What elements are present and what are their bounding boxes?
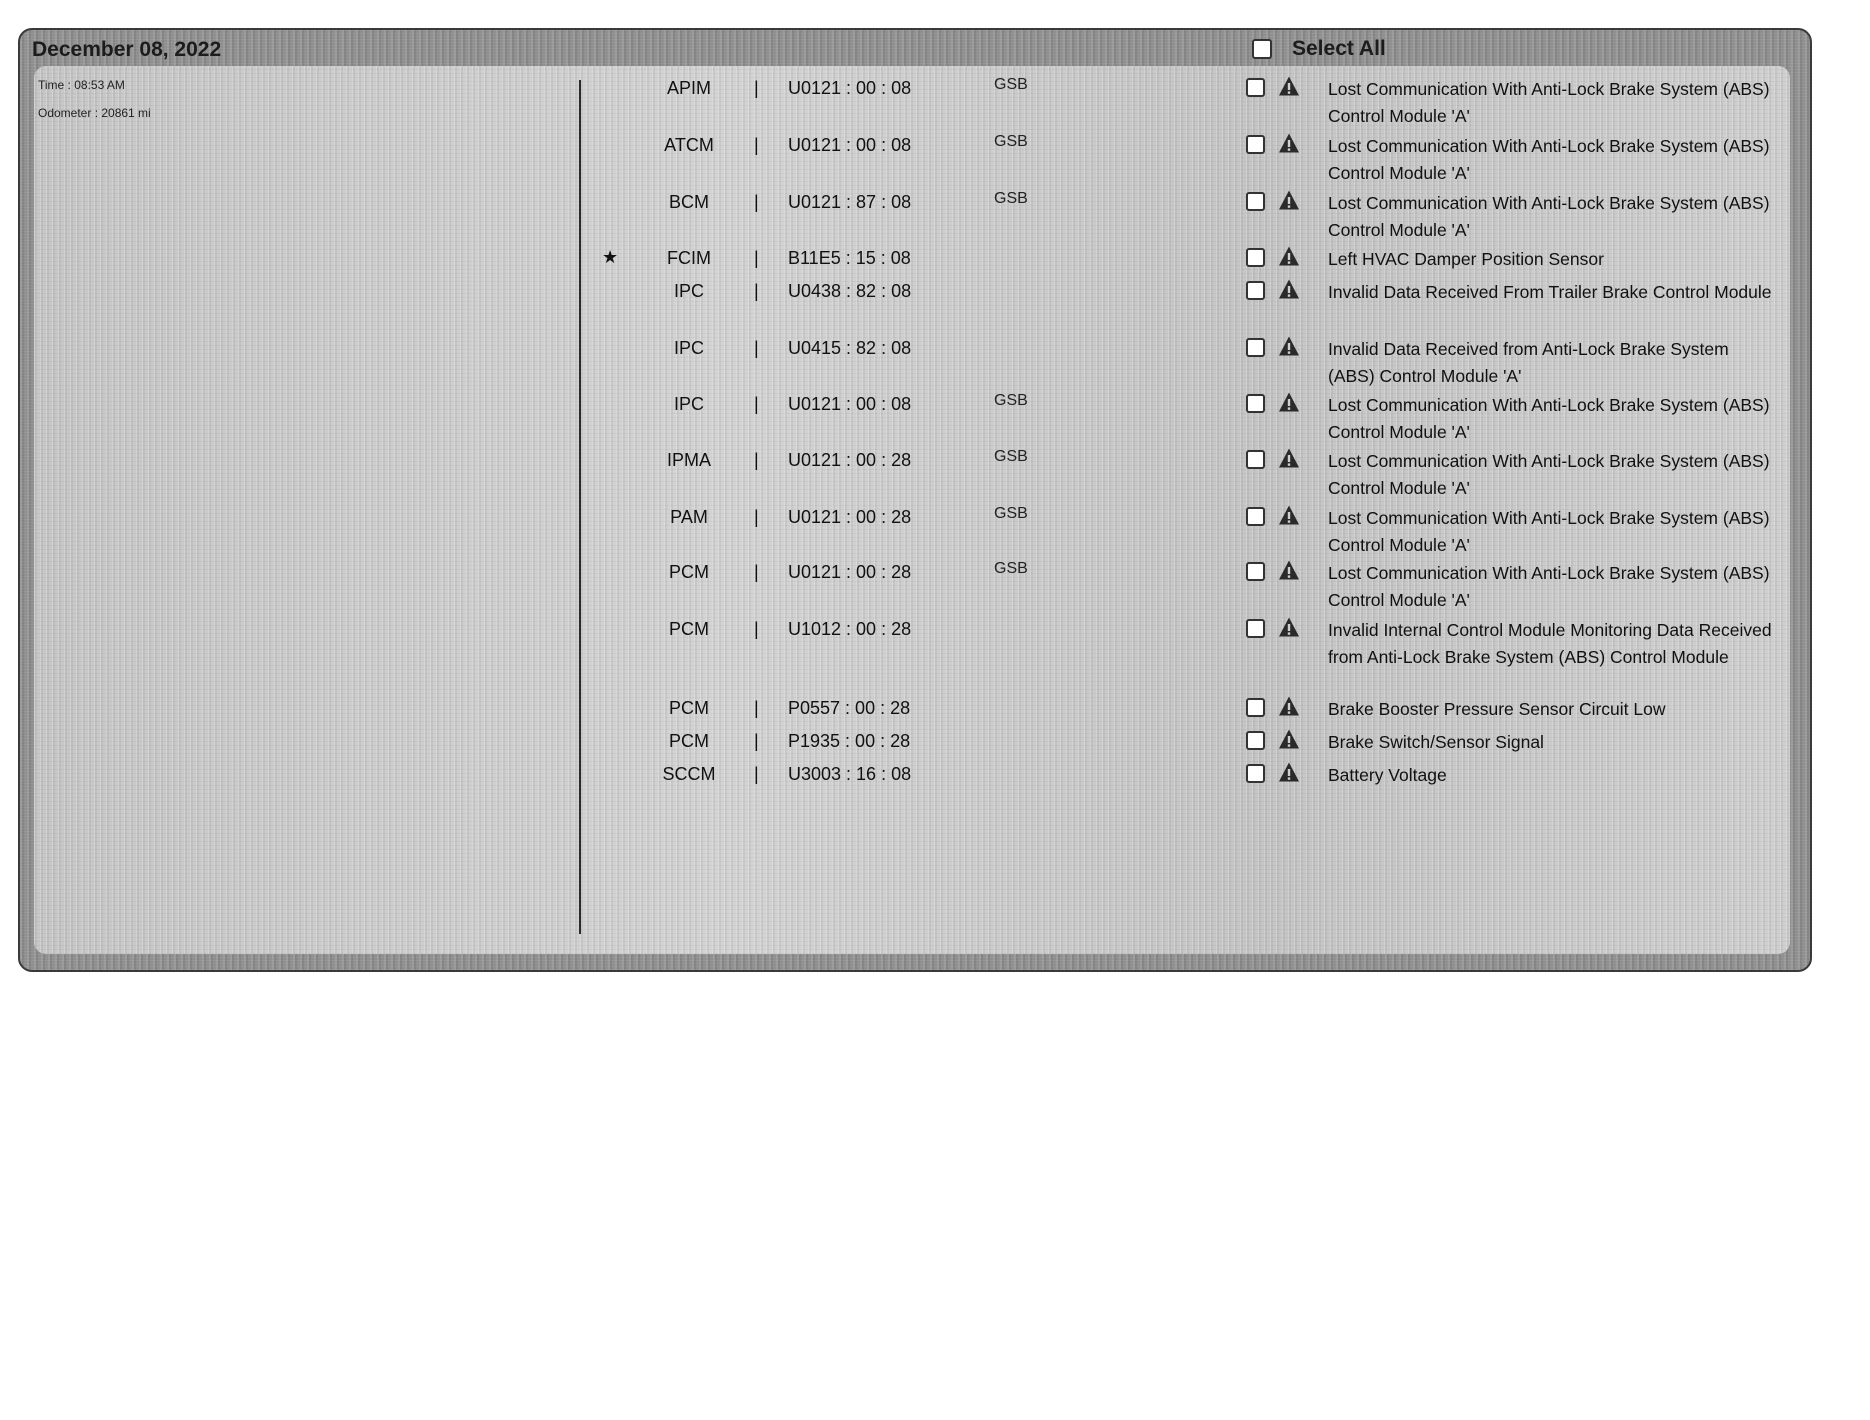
dtc-description: Brake Switch/Sensor Signal: [1328, 732, 1544, 752]
dtc-description: Lost Communication With Anti-Lock Brake System (ABS) Control Module 'A': [1328, 79, 1770, 126]
column-separator: |: [754, 394, 759, 414]
row-select-checkbox[interactable]: [1246, 135, 1265, 154]
dtc-code: P1935 : 00 : 28: [788, 731, 911, 751]
column-separator: |: [754, 619, 759, 639]
row-select-checkbox[interactable]: [1246, 698, 1265, 717]
row-select-checkbox[interactable]: [1246, 248, 1265, 267]
dtc-description: Brake Booster Pressure Sensor Circuit Low: [1328, 699, 1666, 719]
row-select-checkbox[interactable]: [1246, 507, 1265, 526]
module-name: IPC: [673, 394, 704, 414]
dtc-row: [34, 448, 1790, 508]
dtc-row: [34, 560, 1790, 620]
dtc-report-panel: [18, 28, 1812, 972]
module-name: IPC: [673, 338, 704, 358]
warning-triangle-icon: [1278, 616, 1300, 638]
column-separator: |: [754, 450, 759, 470]
select-all-checkbox[interactable]: [1252, 39, 1272, 59]
module-name: PCM: [669, 619, 709, 639]
column-separator: |: [754, 78, 759, 98]
row-select-checkbox[interactable]: [1246, 450, 1265, 469]
dtc-code: U0121 : 00 : 08: [788, 394, 912, 414]
column-separator: |: [754, 248, 759, 268]
dtc-code: U0415 : 82 : 08: [788, 338, 912, 358]
dtc-row: [34, 617, 1790, 677]
gsb-link[interactable]: GSB: [994, 505, 1028, 522]
warning-triangle-icon: [1278, 278, 1300, 300]
warning-triangle-icon: [1278, 391, 1300, 413]
column-separator: |: [754, 135, 759, 155]
dtc-description: Invalid Data Received from Anti-Lock Brake System (ABS) Control Module 'A': [1328, 339, 1729, 386]
module-name: IPC: [673, 281, 704, 301]
warning-triangle-icon: [1278, 695, 1300, 717]
row-select-checkbox[interactable]: [1246, 619, 1265, 638]
warning-triangle-icon: [1278, 504, 1300, 526]
select-all-control[interactable]: [1252, 36, 1386, 62]
dtc-code: U0121 : 00 : 08: [788, 78, 912, 98]
row-select-checkbox[interactable]: [1246, 764, 1265, 783]
gsb-link[interactable]: GSB: [994, 76, 1028, 93]
row-select-checkbox[interactable]: [1246, 338, 1265, 357]
gsb-link[interactable]: GSB: [994, 392, 1028, 409]
dtc-row: [34, 762, 1790, 822]
module-name: IPMA: [666, 450, 711, 470]
dtc-code: U0121 : 87 : 08: [788, 192, 912, 212]
module-name: SCCM: [662, 764, 716, 784]
dtc-description: Battery Voltage: [1328, 765, 1447, 785]
dtc-row: [34, 190, 1790, 250]
column-separator: |: [754, 562, 759, 582]
warning-triangle-icon: [1278, 75, 1300, 97]
module-name: PCM: [669, 731, 709, 751]
column-separator: |: [754, 507, 759, 527]
select-all-label: Select All: [1292, 37, 1386, 60]
column-separator: |: [754, 731, 759, 751]
row-select-checkbox[interactable]: [1246, 192, 1265, 211]
dtc-description: Invalid Internal Control Module Monitoring Data Received from Anti-Lock Brake System (ABS) Control Module: [1328, 620, 1772, 667]
dtc-description: Lost Communication With Anti-Lock Brake System (ABS) Control Module 'A': [1328, 136, 1770, 183]
dtc-code: U1012 : 00 : 28: [788, 619, 912, 639]
report-date: December 08, 2022: [32, 38, 222, 61]
dtc-description: Lost Communication With Anti-Lock Brake System (ABS) Control Module 'A': [1328, 193, 1770, 240]
gsb-link[interactable]: GSB: [994, 190, 1028, 207]
gsb-link[interactable]: GSB: [994, 133, 1028, 150]
dtc-row: [34, 505, 1790, 565]
dtc-description: Lost Communication With Anti-Lock Brake System (ABS) Control Module 'A': [1328, 395, 1770, 442]
column-separator: |: [754, 764, 759, 784]
dtc-row: [34, 279, 1790, 339]
warning-triangle-icon: [1278, 245, 1300, 267]
row-select-checkbox[interactable]: [1246, 78, 1265, 97]
warning-triangle-icon: [1278, 132, 1300, 154]
warning-triangle-icon: [1278, 761, 1300, 783]
row-select-checkbox[interactable]: [1246, 731, 1265, 750]
dtc-row: [34, 336, 1790, 396]
row-select-checkbox[interactable]: [1246, 562, 1265, 581]
module-name: APIM: [666, 78, 711, 98]
warning-triangle-icon: [1278, 447, 1300, 469]
dtc-list-area: [34, 66, 1790, 954]
column-separator: |: [754, 281, 759, 301]
column-separator: |: [754, 338, 759, 358]
dtc-row: [34, 392, 1790, 452]
gsb-link[interactable]: GSB: [994, 448, 1028, 465]
warning-triangle-icon: [1278, 189, 1300, 211]
module-name: ATCM: [664, 135, 714, 155]
dtc-code: P0557 : 00 : 28: [788, 698, 911, 718]
dtc-code: U0121 : 00 : 28: [788, 450, 912, 470]
module-name: FCIM: [667, 248, 711, 268]
row-select-checkbox[interactable]: [1246, 281, 1265, 300]
dtc-row: [34, 133, 1790, 193]
module-name: PAM: [670, 507, 708, 527]
gsb-link[interactable]: GSB: [994, 560, 1028, 577]
dtc-code: U3003 : 16 : 08: [788, 764, 912, 784]
warning-triangle-icon: [1278, 335, 1300, 357]
dtc-description: Invalid Data Received From Trailer Brake Control Module: [1328, 282, 1772, 302]
scan-time: Time : 08:53 AM: [38, 78, 125, 92]
module-name: PCM: [669, 698, 709, 718]
star-icon: ★: [602, 247, 619, 267]
dtc-row: [34, 76, 1790, 136]
dtc-code: U0121 : 00 : 08: [788, 135, 912, 155]
column-separator: |: [754, 698, 759, 718]
dtc-description: Lost Communication With Anti-Lock Brake System (ABS) Control Module 'A': [1328, 451, 1770, 498]
module-name: BCM: [669, 192, 709, 212]
dtc-code: U0438 : 82 : 08: [788, 281, 912, 301]
row-select-checkbox[interactable]: [1246, 394, 1265, 413]
dtc-description: Left HVAC Damper Position Sensor: [1328, 249, 1604, 269]
dtc-description: Lost Communication With Anti-Lock Brake System (ABS) Control Module 'A': [1328, 508, 1770, 555]
dtc-code: U0121 : 00 : 28: [788, 507, 912, 527]
dtc-code: U0121 : 00 : 28: [788, 562, 912, 582]
warning-triangle-icon: [1278, 728, 1300, 750]
warning-triangle-icon: [1278, 559, 1300, 581]
module-name: PCM: [669, 562, 709, 582]
dtc-description: Lost Communication With Anti-Lock Brake System (ABS) Control Module 'A': [1328, 563, 1770, 610]
odometer-reading: Odometer : 20861 mi: [38, 106, 151, 120]
column-separator: |: [754, 192, 759, 212]
dtc-code: B11E5 : 15 : 08: [788, 248, 911, 268]
